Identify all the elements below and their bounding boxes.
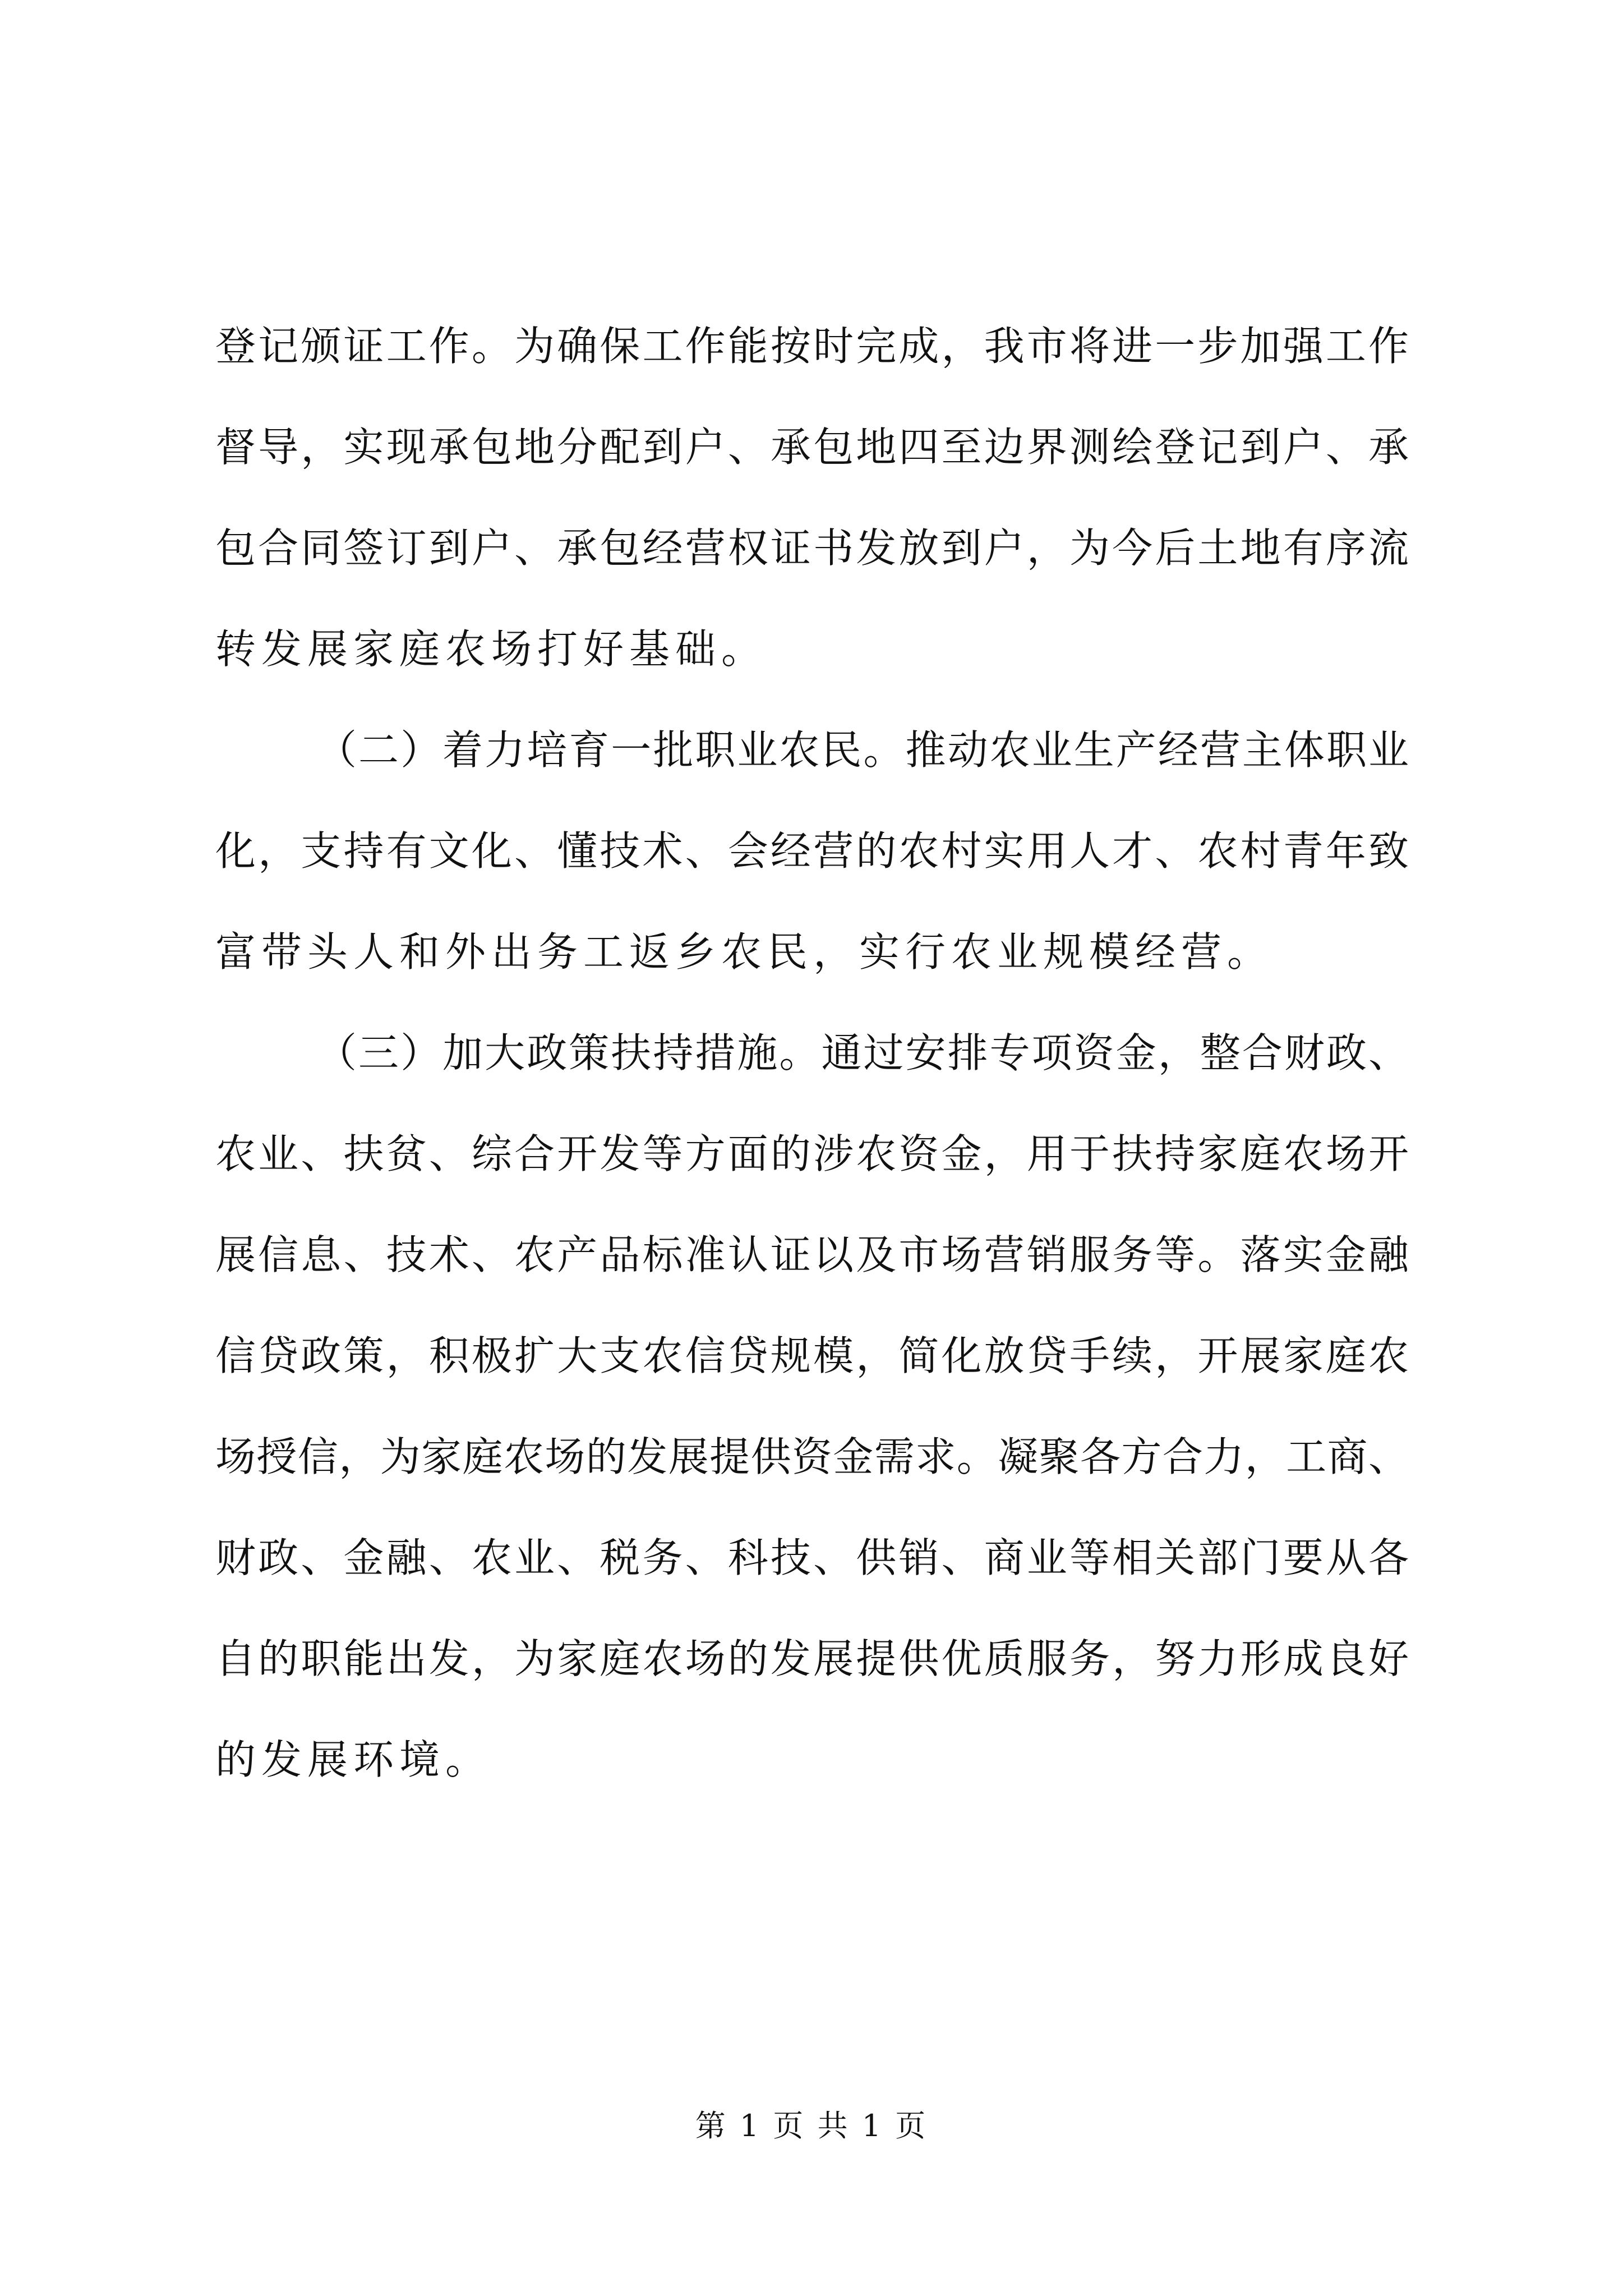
paragraph-line: 场授信，为家庭农场的发展提供资金需求。凝聚各方合力，工商、: [215, 1433, 1409, 1480]
paragraph-line: （二）着力培育一批职业农民。推动农业生产经营主体职业: [316, 726, 1409, 774]
paragraph-line: 登记颁证工作。为确保工作能按时完成，我市将进一步加强工作: [215, 323, 1409, 370]
paragraph-line: 化，支持有文化、懂技术、会经营的农村实用人才、农村青年致: [215, 827, 1409, 875]
paragraph-line: 信贷政策，积极扩大支农信贷规模，简化放贷手续，开展家庭农: [215, 1332, 1409, 1379]
document-body: [215, 296, 1409, 1810]
paragraph-line: 包合同签订到户、承包经营权证书发放到户，为今后土地有序流: [215, 524, 1409, 572]
page-number: 第 1 页 共 1 页: [695, 2108, 928, 2143]
paragraph-line: 自的职能出发，为家庭农场的发展提供优质服务，努力形成良好: [215, 1635, 1409, 1682]
paragraph-line: 展信息、技术、农产品标准认证以及市场营销服务等。落实金融: [215, 1231, 1409, 1278]
paragraph-line: 的发展环境。: [215, 1736, 492, 1783]
paragraph-line: 财政、金融、农业、税务、科技、供销、商业等相关部门要从各: [215, 1534, 1409, 1581]
paragraph-line: （三）加大政策扶持措施。通过安排专项资金，整合财政、: [316, 1029, 1409, 1076]
paragraph-line: 农业、扶贫、综合开发等方面的涉农资金，用于扶持家庭农场开: [215, 1130, 1409, 1177]
paragraph-line: 富带头人和外出务工返乡农民，实行农业规模经营。: [215, 928, 1274, 976]
paragraph-line: 督导，实现承包地分配到户、承包地四至边界测绘登记到户、承: [215, 424, 1409, 471]
paragraph-line: 转发展家庭农场打好基础。: [215, 625, 768, 673]
